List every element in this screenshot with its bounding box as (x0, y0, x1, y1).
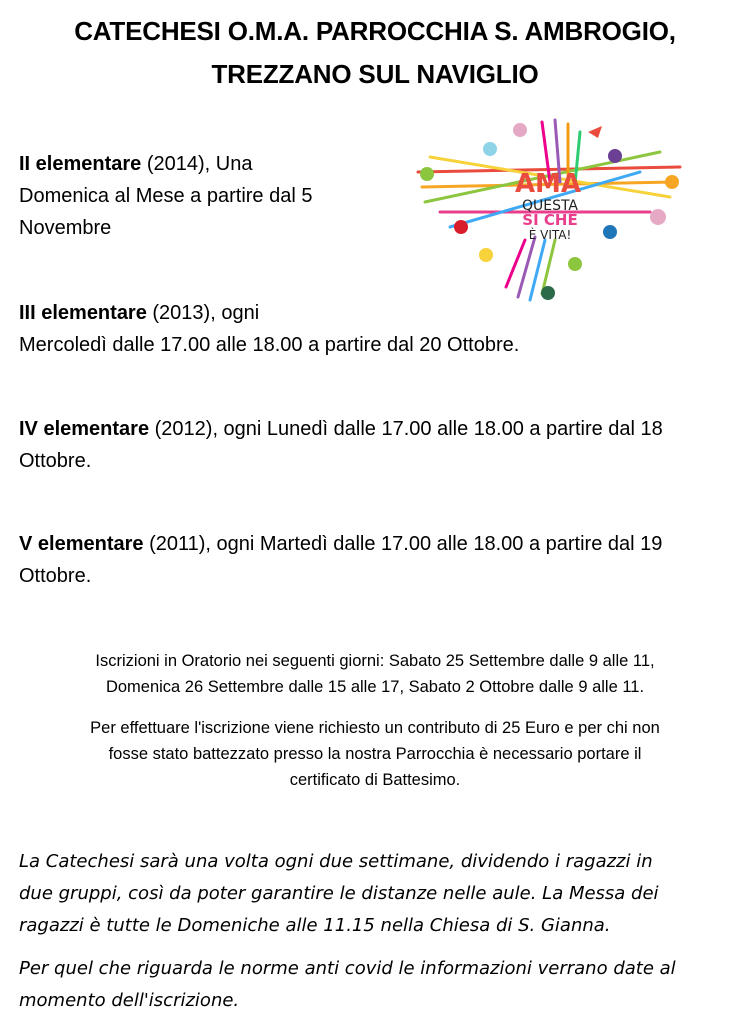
title-line-1: CATECHESI O.M.A. PARROCCHIA S. AMBROGIO, (74, 16, 676, 46)
class-entry-iii (19, 297, 519, 361)
entry-text: Ottobre. (19, 565, 92, 587)
logo-text-main: AMA (514, 169, 582, 199)
entry-text: (2013), ogni (146, 302, 260, 324)
logo-text-line3: È VITA! (528, 228, 572, 242)
entry-text: (2011), ogni Martedì dalle 17.00 alle 18.00 a partire dal 19 (143, 533, 663, 555)
note-line: Per quel che riguarda le norme anti covid le informazioni verrano date al (19, 958, 676, 979)
registration-line: Iscrizioni in Oratorio nei seguenti giorni: Sabato 25 Settembre dalle 9 alle 11, (95, 652, 655, 670)
registration-line: Domenica 26 Settembre dalle 15 alle 17, Sabato 2 Ottobre dalle 9 alle 11. (105, 678, 645, 696)
note-line: momento dell'iscrizione. (19, 990, 240, 1011)
registration-info (20, 648, 730, 700)
logo-text-line2: SI CHE (522, 211, 578, 229)
note-line: due gruppi, così da poter garantire le distanze nelle aule. La Messa dei (19, 883, 659, 904)
entry-text: (2014), Una (141, 153, 253, 175)
class-entry-iv (19, 413, 663, 477)
entry-text: Domenica al Mese a partire dal 5 (19, 185, 313, 207)
class-entry-ii (19, 148, 312, 244)
grade-label: V elementare (19, 533, 144, 555)
contribution-line: fosse stato battezzato presso la nostra Parrocchia è necessario portare il (108, 745, 642, 763)
class-entry-v (19, 528, 662, 592)
entry-text: Ottobre. (19, 450, 92, 472)
entry-text: Mercoledì dalle 17.00 alle 18.00 a partire dal 20 Ottobre. (19, 334, 520, 356)
contribution-info (20, 715, 730, 793)
contribution-line: certificato di Battesimo. (289, 771, 461, 789)
contribution-line: Per effettuare l'iscrizione viene richiesto un contributo di 25 Euro e per chi non (90, 719, 660, 737)
entry-text: (2012), ogni Lunedì dalle 17.00 alle 18.00 a partire dal 18 (149, 418, 663, 440)
catechesis-note (19, 846, 739, 942)
note-line: La Catechesi sarà una volta ogni due settimane, dividendo i ragazzi in (19, 851, 653, 872)
note-line: ragazzi è tutte le Domeniche alle 11.15 nella Chiesa di S. Gianna. (19, 915, 611, 936)
grade-label: II elementare (19, 153, 142, 175)
title-line-2: TREZZANO SUL NAVIGLIO (211, 59, 539, 89)
ama-questa-vita-logo-icon (410, 112, 690, 307)
logo-text-line1: QUESTA (521, 198, 579, 214)
grade-label: III elementare (19, 302, 147, 324)
entry-text: Novembre (19, 217, 112, 239)
covid-note (19, 953, 739, 1017)
grade-label: IV elementare (19, 418, 150, 440)
page-title (0, 10, 750, 96)
